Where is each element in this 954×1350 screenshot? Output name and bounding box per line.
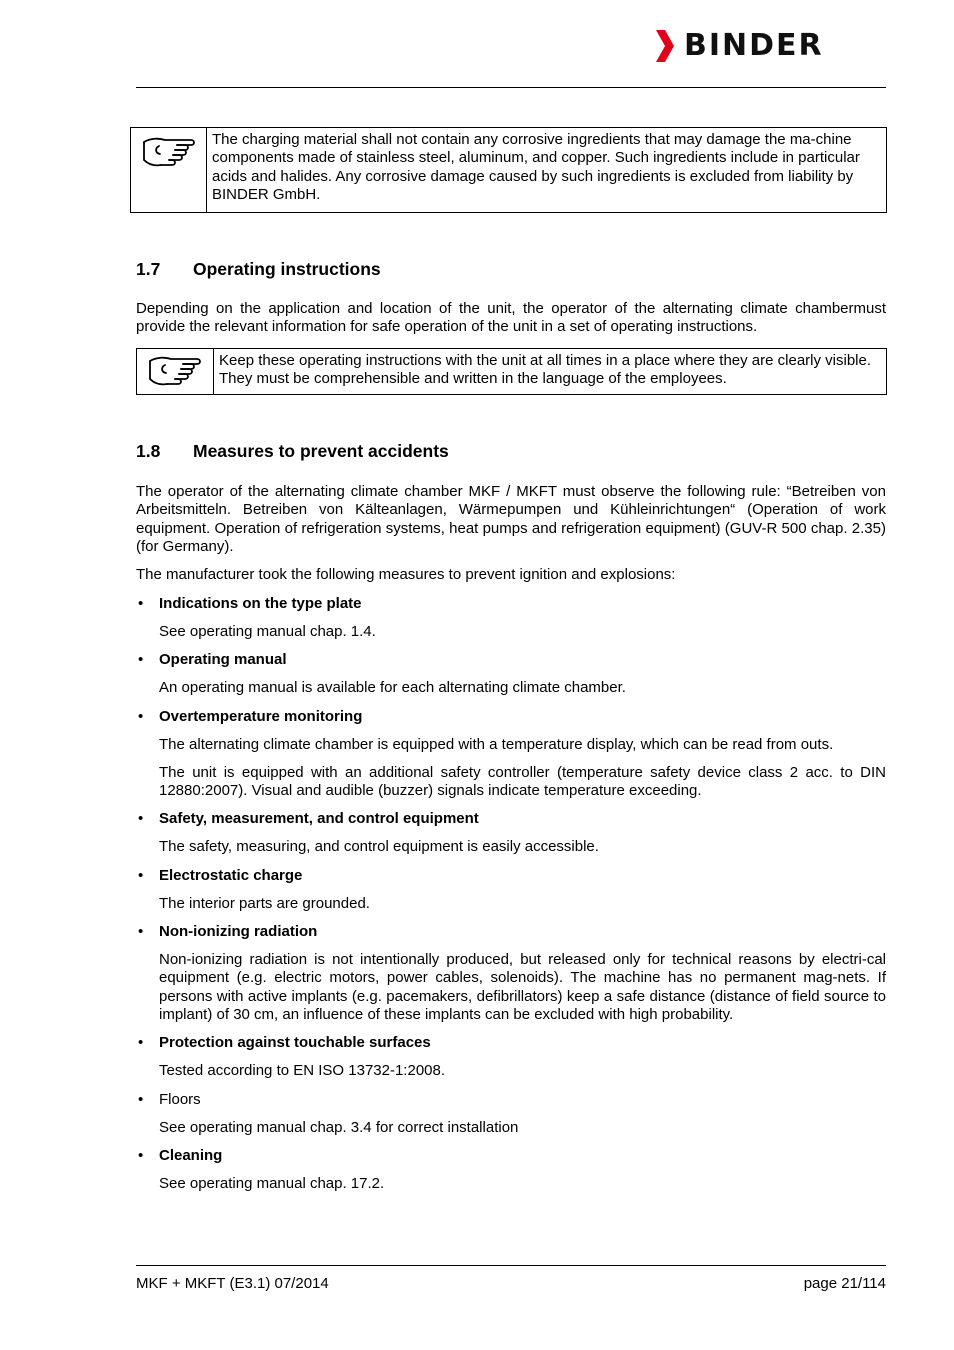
measures-list <box>136 595 886 1203</box>
bullet: • <box>138 923 144 941</box>
bullet: • <box>138 651 144 669</box>
section-title: Measures to prevent accidents <box>193 441 449 461</box>
bullet: • <box>138 1090 144 1108</box>
note-charging-text: The charging material shall not contain any corrosive ingredients that may damage the ma-chine components made of stainless steel, aluminum, and copper. Such ingredients include in particular acids and halides. Any corrosive damage caused by such ingredients is excluded from liability by BINDER GmbH. <box>212 131 860 203</box>
section-1-8-measures-intro: The manufacturer took the following measures to prevent ignition and explosions: <box>136 566 676 583</box>
list-item-description: See operating manual chap. 17.2. <box>159 1174 385 1192</box>
list-item <box>136 1034 886 1080</box>
bullet: • <box>138 1146 144 1164</box>
note-keep-instructions <box>136 348 887 395</box>
list-item <box>136 923 886 1024</box>
list-item <box>136 708 886 801</box>
list-item-title: • Non-ionizing radiation <box>138 923 318 941</box>
note-keep-text: Keep these operating instructions with the unit at all times in a place where they are clearly visible. They must be comprehensible and written in the language of the employees. <box>219 352 872 388</box>
bullet: • <box>138 707 144 725</box>
list-item <box>136 1147 886 1193</box>
bullet: • <box>138 595 144 612</box>
list-item-title: • Operating manual <box>138 651 287 669</box>
list-item <box>136 651 886 697</box>
list-item-title: • Overtemperature monitoring <box>138 707 363 725</box>
list-item-description: The alternating climate chamber is equipped with a temperature display, which can be read from outs. <box>159 735 834 753</box>
section-1-7-heading <box>136 258 381 280</box>
document-id: MKF + MKFT (E3.1) 07/2014 <box>136 1275 329 1292</box>
list-item <box>136 867 886 913</box>
section-1-8-rule-paragraph: The operator of the alternating climate chamber MKF / MKFT must observe the following rule: “Betreiben von Arbeitsmitteln. Betreiben von Kälteanlagen, Wärmepumpen und Kühleinrichtungen“ (Operation of work equipment. Operation of refrigeration systems, heat pumps and refrigeration equipment) (GUV-R 500 chap. 2.35) (for Germany). <box>136 483 886 555</box>
page-number: page 21/114 <box>803 1275 886 1292</box>
list-item-description: See operating manual chap. 1.4. <box>159 623 376 640</box>
section-title: Operating instructions <box>193 259 381 279</box>
binder-logo <box>656 30 824 62</box>
list-item-title: • Cleaning <box>138 1146 223 1164</box>
section-number: 1.8 <box>136 441 161 461</box>
list-item-title: • Electrostatic charge <box>138 866 303 884</box>
bullet: • <box>138 866 144 884</box>
bullet: • <box>138 1034 144 1052</box>
list-item-title: • Indications on the type plate <box>138 595 362 612</box>
list-item-description: The interior parts are grounded. <box>159 894 370 912</box>
list-item-description: The unit is equipped with an additional safety controller (temperature safety device class 2 acc. to DIN 12880:2007). Visual and audible (buzzer) signals indicate temperature exceeding. <box>159 763 886 800</box>
pointing-hand-icon <box>137 349 214 394</box>
list-item-description: An operating manual is available for each alternating climate chamber. <box>159 679 626 697</box>
list-item-description: Tested according to EN ISO 13732-1:2008. <box>159 1062 446 1080</box>
section-1-8-heading <box>136 440 449 462</box>
list-item-description: See operating manual chap. 3.4 for correct installation <box>159 1118 519 1136</box>
list-item <box>136 1091 886 1137</box>
note-charging-material <box>130 127 887 213</box>
section-number: 1.7 <box>136 259 161 279</box>
list-item-title: • Floors <box>138 1090 201 1108</box>
list-item-title: • Safety, measurement, and control equipment <box>138 810 479 828</box>
bullet: • <box>138 810 144 828</box>
pointing-hand-icon <box>131 128 207 212</box>
list-item <box>136 810 886 856</box>
list-item <box>136 595 886 641</box>
footer-divider <box>136 1265 886 1266</box>
binder-logo-mark-icon <box>656 30 674 62</box>
section-1-7-body: Depending on the application and location of the unit, the operator of the alternating climate chambermust provide the relevant information for safe operation of the unit in a set of operating instructions. <box>136 300 886 336</box>
list-item-description: Non-ionizing radiation is not intentionally produced, but released only for technical reasons by electri-cal equipment (e.g. electric motors, power cables, solenoids). The machine has no permanent mag-nets. If persons with active implants (e.g. pacemakers, defibrillators) keep a safe distance (distance of field source to implant) of 30 cm, an influence of these implants can be excluded with high probability. <box>159 951 886 1023</box>
list-item-title: • Protection against touchable surfaces <box>138 1034 431 1052</box>
brand-name: BINDER <box>684 28 824 63</box>
list-item-description: The safety, measuring, and control equipment is easily accessible. <box>159 838 599 856</box>
header-divider <box>136 87 886 88</box>
